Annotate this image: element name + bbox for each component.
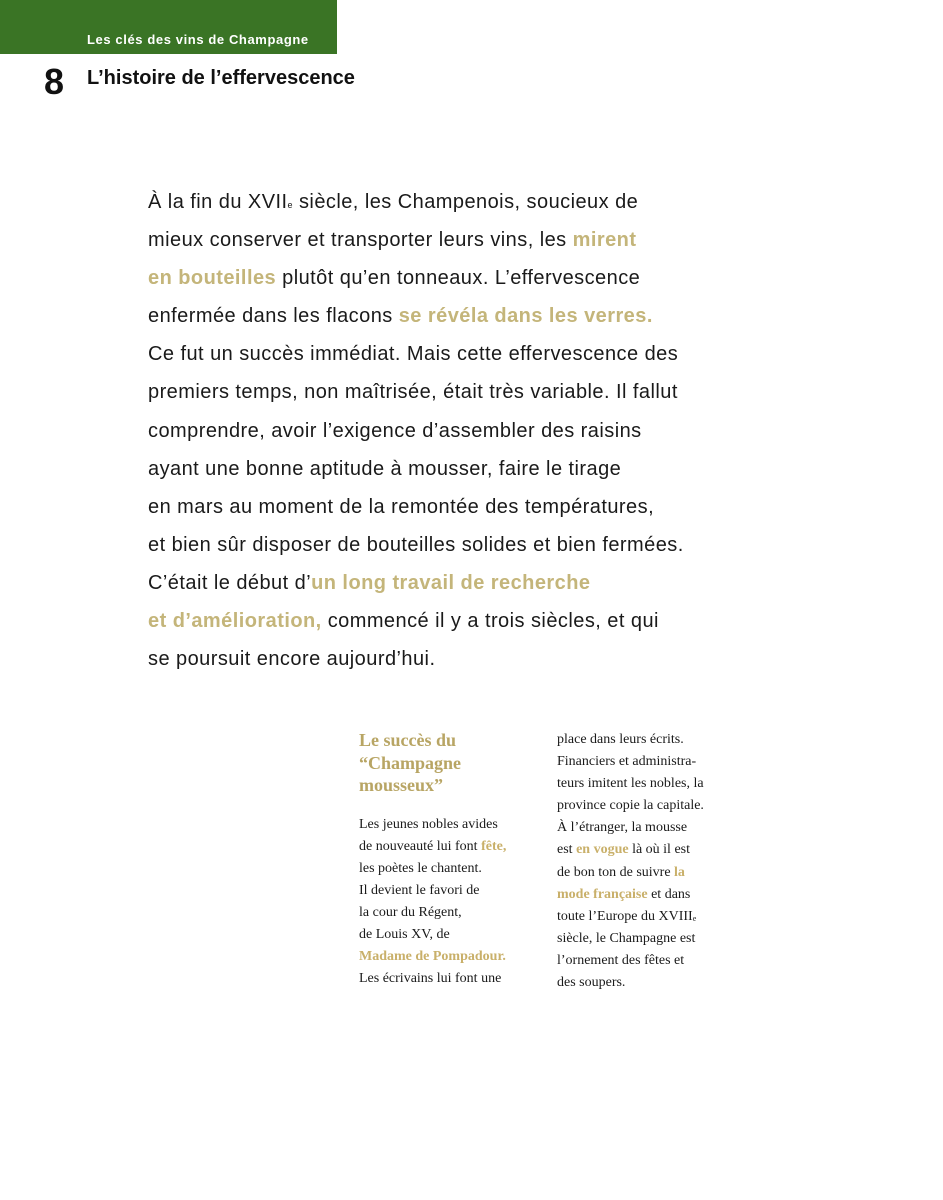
sidebar-line: les poètes le chantent. [359,860,482,876]
text: de nouveauté lui font [359,838,482,854]
sidebar-line: Financiers et administra- [557,754,697,770]
text: est [557,842,577,858]
text: C’était le début d’ [148,571,312,594]
highlight: mode française [557,886,648,902]
intro-line: en mars au moment de la remontée des températures, [148,495,655,518]
sidebar-line [557,862,747,884]
text: de bon ton de suivre [557,864,675,880]
text: là où il est [628,842,690,858]
highlight: et d’amélioration, [148,610,322,633]
text: et dans [647,886,691,902]
highlight: en vogue [576,842,629,858]
intro-line: se poursuit encore aujourd’hui. [148,648,436,671]
sidebar-line: de Louis XV, de [359,926,450,942]
intro-line: et bien sûr disposer de bouteilles solides et bien fermées. [148,533,684,556]
intro-line: Ce fut un succès immédiat. Mais cette effervescence des [148,343,679,366]
intro-line [148,297,788,335]
sidebar-line: place dans leurs écrits. [557,732,684,747]
sidebar-line [557,884,747,906]
superscript: e [287,200,293,210]
sidebar-line: l’ornement des fêtes et [557,952,685,968]
highlight: un long travail de recherche [311,571,591,594]
header-band [0,0,337,54]
sidebar-line: teurs imitent les nobles, la [557,776,704,792]
intro-line: comprendre, avoir l’exigence d’assembler des raisins [148,419,642,442]
text: toute l’Europe du XVIII [557,908,693,924]
sidebar-line [557,839,747,861]
highlight: fête, [481,838,507,854]
text: plutôt qu’en tonneaux. L’effervescence [276,267,641,290]
superscript: e [692,913,697,923]
text: À la fin du XVII [148,191,288,213]
text: commencé il y a trois siècles, et qui [321,610,659,633]
sidebar-line: Il devient le favori de [359,882,480,898]
chapter-number: 8 [44,61,65,102]
highlight: la [674,864,685,880]
sidebar-line: siècle, le Champagne est [557,930,696,946]
highlight: mirent [572,229,637,252]
text: siècle, les Champenois, soucieux de [292,191,639,213]
text: enfermée dans les flacons [148,305,399,328]
sidebar-line: Les écrivains lui font une [359,971,502,987]
sidebar-title-line: “Champagne [359,752,462,773]
chapter-title: L’histoire de l’effervescence [87,67,355,89]
intro-line [148,602,788,640]
sidebar-line: À l’étranger, la mousse [557,820,688,836]
series-title: Les clés des vins de Champagne [87,32,309,47]
intro-line [148,564,788,602]
sidebar-line: province copie la capitale. [557,798,704,814]
sidebar-line: Les jeunes nobles avides [359,816,498,832]
highlight: se révéla dans les verres. [398,305,653,328]
sidebar-line [557,906,747,928]
sidebar-line: des soupers. [557,975,626,991]
sidebar-column-1 [359,729,544,990]
sidebar-line: la cour du Régent, [359,904,462,920]
intro-line [148,221,788,259]
sidebar-line-highlight: Madame de Pompadour. [359,949,506,965]
text: mieux conserver et transporter leurs vins, les [148,229,573,252]
intro-line: premiers temps, non maîtrisée, était très variable. Il fallut [148,381,678,404]
sidebar-title [359,729,544,797]
sidebar-title-line: mousseux” [359,775,444,795]
intro-line [148,183,788,221]
sidebar-title-line: Le succès du [359,730,457,750]
intro-line: ayant une bonne aptitude à mousser, faire le tirage [148,457,622,480]
intro-line [148,259,788,297]
sidebar-line [359,836,544,858]
highlight: en bouteilles [148,267,277,290]
intro-paragraph [148,183,788,678]
sidebar-column-2 [557,729,747,994]
